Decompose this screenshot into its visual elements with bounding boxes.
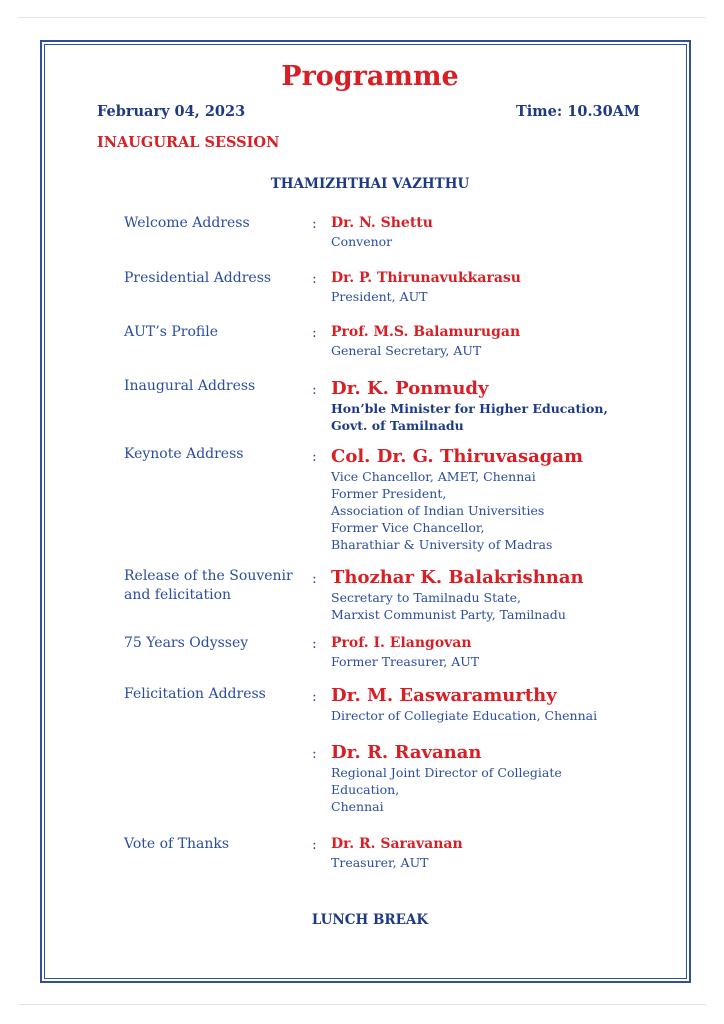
page-top-rule bbox=[18, 17, 706, 18]
programme-item-person bbox=[331, 684, 671, 724]
programme-item-person bbox=[331, 269, 671, 305]
speaker-name: Dr. N. Shettu bbox=[331, 215, 433, 231]
speaker-name: Col. Dr. G. Thiruvasagam bbox=[331, 446, 584, 467]
programme-item-label bbox=[124, 377, 255, 396]
item-colon: : bbox=[312, 325, 317, 341]
programme-item-person bbox=[331, 323, 671, 359]
speaker-role-line: Chennai bbox=[331, 799, 384, 814]
programme-item-label bbox=[124, 567, 293, 605]
speaker-role-line: Former Vice Chancellor, bbox=[331, 520, 485, 535]
speaker-role-line: Former Treasurer, AUT bbox=[331, 654, 480, 669]
item-label-line: and felicitation bbox=[124, 587, 232, 603]
item-colon: : bbox=[312, 746, 317, 762]
invocation-song: THAMIZHTHAI VAZHTHU bbox=[270, 176, 470, 192]
item-label-line: Release of the Souvenir bbox=[124, 568, 293, 584]
programme-title: Programme bbox=[281, 61, 459, 92]
programme-item-person bbox=[331, 377, 671, 434]
programme-item-person bbox=[331, 214, 671, 250]
programme-item-label bbox=[124, 445, 243, 464]
programme-item-person bbox=[331, 634, 671, 670]
item-colon: : bbox=[312, 271, 317, 287]
item-label-line: 75 Years Odyssey bbox=[124, 635, 249, 651]
speaker-name: Thozhar K. Balakrishnan bbox=[331, 567, 584, 588]
speaker-name: Dr. R. Saravanan bbox=[331, 836, 463, 852]
programme-item-person bbox=[331, 566, 671, 623]
speaker-name: Prof. M.S. Balamurugan bbox=[331, 324, 521, 340]
programme-item-label bbox=[124, 835, 229, 854]
speaker-name: Dr. M. Easwaramurthy bbox=[331, 685, 557, 706]
programme-item-label bbox=[124, 634, 248, 653]
speaker-role-line: Bharathiar & University of Madras bbox=[331, 537, 553, 552]
speaker-role-line: Convenor bbox=[331, 234, 393, 249]
speaker-role-line: Vice Chancellor, AMET, Chennai bbox=[331, 469, 536, 484]
item-colon: : bbox=[312, 636, 317, 652]
programme-item-label bbox=[124, 323, 218, 342]
item-colon: : bbox=[312, 216, 317, 232]
item-label-line: Welcome Address bbox=[124, 215, 250, 231]
item-colon: : bbox=[312, 382, 317, 398]
speaker-role-line: Treasurer, AUT bbox=[331, 855, 429, 870]
item-colon: : bbox=[312, 837, 317, 853]
programme-item-label bbox=[124, 685, 266, 704]
speaker-name: Dr. P. Thirunavukkarasu bbox=[331, 270, 521, 286]
item-colon: : bbox=[312, 571, 317, 587]
speaker-name: Prof. I. Elangovan bbox=[331, 635, 472, 651]
event-date: February 04, 2023 bbox=[97, 103, 246, 120]
speaker-role-line: Govt. of Tamilnadu bbox=[331, 418, 464, 433]
programme-item-person bbox=[331, 741, 671, 815]
programme-item-label bbox=[124, 269, 271, 288]
programme-item-person bbox=[331, 835, 671, 871]
speaker-name: Dr. K. Ponmudy bbox=[331, 378, 489, 399]
item-label-line: Vote of Thanks bbox=[124, 836, 230, 852]
speaker-role-line: Hon’ble Minister for Higher Education, bbox=[331, 401, 608, 416]
page-bottom-rule bbox=[18, 1004, 706, 1005]
speaker-role-line: Director of Collegiate Education, Chennai bbox=[331, 708, 598, 723]
speaker-name: Dr. R. Ravanan bbox=[331, 742, 482, 763]
session-heading: INAUGURAL SESSION bbox=[97, 134, 280, 151]
speaker-role-line: Regional Joint Director of Collegiate bbox=[331, 765, 562, 780]
programme-item-label bbox=[124, 214, 250, 233]
event-time: Time: 10.30AM bbox=[516, 103, 640, 120]
lunch-break-label: LUNCH BREAK bbox=[311, 912, 429, 928]
item-colon: : bbox=[312, 449, 317, 465]
item-label-line: Felicitation Address bbox=[124, 686, 266, 702]
speaker-role-line: Secretary to Tamilnadu State, bbox=[331, 590, 521, 605]
item-label-line: AUT’s Profile bbox=[124, 324, 218, 340]
speaker-role-line: Former President, bbox=[331, 486, 447, 501]
item-label-line: Keynote Address bbox=[124, 446, 244, 462]
speaker-role-line: President, AUT bbox=[331, 289, 428, 304]
item-colon: : bbox=[312, 689, 317, 705]
speaker-role-line: Education, bbox=[331, 782, 400, 797]
speaker-role-line: Marxist Communist Party, Tamilnadu bbox=[331, 607, 566, 622]
speaker-role-line: General Secretary, AUT bbox=[331, 343, 482, 358]
item-label-line: Inaugural Address bbox=[124, 378, 256, 394]
programme-item-person bbox=[331, 445, 671, 553]
item-label-line: Presidential Address bbox=[124, 270, 272, 286]
speaker-role-line: Association of Indian Universities bbox=[331, 503, 545, 518]
